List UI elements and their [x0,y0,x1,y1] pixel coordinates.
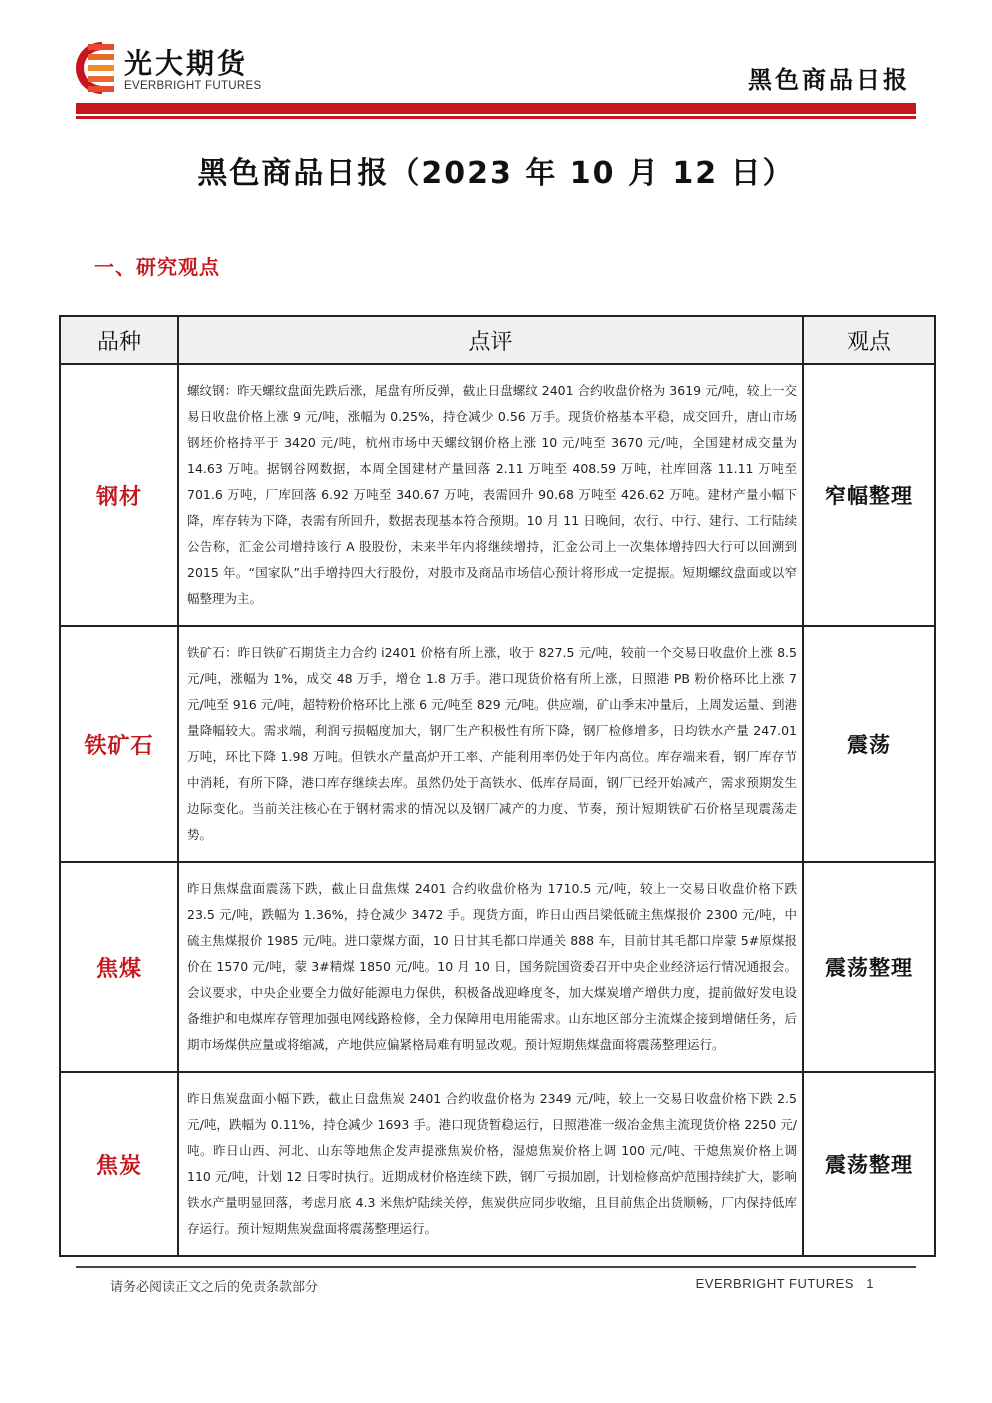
header-divider [76,116,916,119]
table-row [60,626,935,862]
page-number: 1 [866,1276,874,1291]
product-comment: 螺纹钢：昨天螺纹盘面先跌后涨，尾盘有所反弹，截止日盘螺纹 2401 合约收盘价格为 3619 元/吨，较上一交易日收盘价格上涨 9 元/吨，涨幅为 0.25%，持仓减少 0.56 万手。现货价格基本平稳，成交回升，唐山市场钢坯价格持平于 3420 元/吨，杭州市场中天螺纹钢价格上涨 10 元/吨至 3670 元/吨，全国建材成交量为 14.63 万吨。据钢谷网数据，本周全国建材产量回落 2.11 万吨至 408.59 万吨，社库回落 11.11 万吨至 701.6 万吨，厂库回落 6.92 万吨至 340.67 万吨，表需回升 90.68 万吨至 426.62 万吨。建材产量小幅下降，库存转为下降，表需有所回升，数据表现基本符合预期。10 月 11 日晚间，农行、中行、建行、工行陆续公告称，汇金公司增持该行 A 股股份，未来半年内将继续增持，汇金公司上一次集体增持四大行可以回溯到 2015 年。“国家队”出手增持四大行股份，对股市及商品市场信心预计将形成一定提振。短期螺纹盘面或以窄幅整理为主。 [178,364,803,626]
product-name: 焦炭 [60,1072,178,1256]
table-header-row [60,316,935,364]
table-row [60,364,935,626]
research-view-table [59,315,936,1257]
product-comment: 铁矿石：昨日铁矿石期货主力合约 i2401 价格有所上涨，收于 827.5 元/吨，较前一个交易日收盘价上涨 8.5 元/吨，涨幅为 1%，成交 48 万手，增仓 1.8 万手。港口现货价格有所上涨，日照港 PB 粉价格环比上涨 7 元/吨至 916 元/吨，超特粉价格环比上涨 6 元/吨至 829 元/吨。供应端，矿山季末冲量后，上周发运量、到港量降幅较大。需求端，利润亏损幅度加大，钢厂生产积极性有所下降，钢厂检修增多，日均铁水产量 247.01 万吨，环比下降 1.98 万吨。但铁水产量高炉开工率、产能利用率仍处于年内高位。库存端来看，钢厂库存节中消耗，有所下降，港口库存继续去库。虽然仍处于高铁水、低库存局面，钢厂已经开始减产，需求预期发生边际变化。当前关注核心在于钢材需求的情况以及钢厂减产的力度、节奏，预计短期铁矿石价格呈现震荡走势。 [178,626,803,862]
product-view: 震荡 [803,626,935,862]
table-row [60,862,935,1072]
column-header-comment: 点评 [178,316,803,364]
everbright-logo-icon [76,40,116,96]
report-type-label: 黑色商品日报 [748,66,910,94]
product-comment: 昨日焦炭盘面小幅下跌，截止日盘焦炭 2401 合约收盘价格为 2349 元/吨，较上一交易日收盘价格下跌 2.5 元/吨，跌幅为 0.11%，持仓减少 1693 手。港口现货暂稳运行，日照港准一级冶金焦主流现货价格 2250 元/吨。昨日山西、河北、山东等地焦企发声提涨焦炭价格，湿熄焦炭价格上调 100 元/吨、干熄焦炭价格上调 110 元/吨，计划 12 日零时执行。近期成材价格连续下跌，钢厂亏损加剧，计划检修高炉范围持续扩大，影响铁水产量明显回落，考虑月底 4.3 米焦炉陆续关停，焦炭供应同步收缩，且目前焦企出货顺畅，厂内保持低库存运行。预计短期焦炭盘面将震荡整理运行。 [178,1072,803,1256]
logo-chinese-name: 光大期货 [124,47,249,80]
company-logo [76,40,286,100]
footer-brand-page [696,1276,874,1291]
header-accent-bar [76,103,916,114]
product-view: 震荡整理 [803,862,935,1072]
section-heading: 一、研究观点 [94,255,220,279]
product-name: 铁矿石 [60,626,178,862]
product-view: 窄幅整理 [803,364,935,626]
product-name: 焦煤 [60,862,178,1072]
footer-disclaimer: 请务必阅读正文之后的免责条款部分 [110,1280,319,1295]
product-comment: 昨日焦煤盘面震荡下跌，截止日盘焦煤 2401 合约收盘价格为 1710.5 元/吨，较上一交易日收盘价格下跌 23.5 元/吨，跌幅为 1.36%，持仓减少 3472 手。现货方面，昨日山西吕梁低硫主焦煤报价 2300 元/吨，中硫主焦煤报价 1985 元/吨。进口蒙煤方面，10 日甘其毛都口岸通关 888 车，目前甘其毛都口岸蒙 5#原煤报价在 1570 元/吨，蒙 3#精煤 1850 元/吨。10 月 10 日，国务院国资委召开中央企业经济运行情况通报会。会议要求，中央企业要全力做好能源电力保供，积极备战迎峰度冬，加大煤炭增产增供力度，提前做好发电设备维护和电煤库存管理加强电网线路检修，全力保障用电用能需求。山东地区部分主流煤企接到增储任务，后期市场煤供应量或将缩减，产地供应偏紧格局难有明显改观。预计短期焦煤盘面将震荡整理运行。 [178,862,803,1072]
footer-divider [76,1266,916,1268]
column-header-product: 品种 [60,316,178,364]
page-title: 黑色商品日报（2023 年 10 月 12 日） [197,156,795,191]
footer-brand: EVERBRIGHT FUTURES [695,1276,854,1291]
product-name: 钢材 [60,364,178,626]
column-header-view: 观点 [803,316,935,364]
table-row [60,1072,935,1256]
logo-english-name: EVERBRIGHT FUTURES [124,80,262,92]
product-view: 震荡整理 [803,1072,935,1256]
